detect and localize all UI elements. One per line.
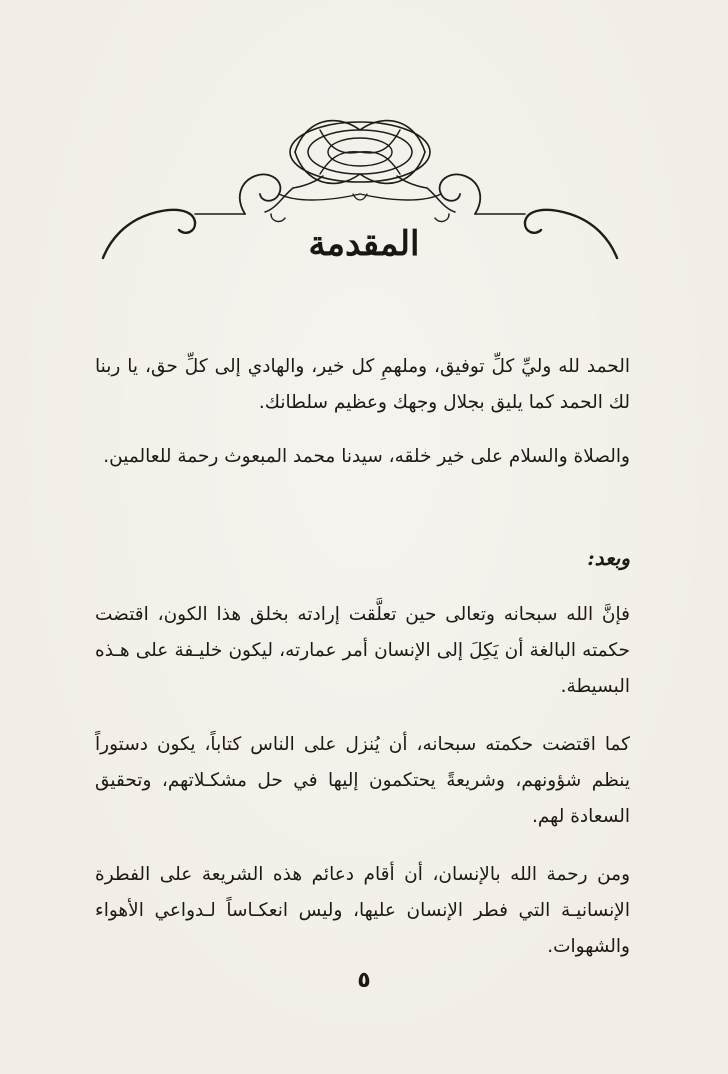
chapter-title: المقدمة (308, 224, 420, 264)
page-number: ٥ (357, 968, 371, 993)
paragraph-2: والصلاة والسلام على خير خلقه، سيدنا محمد المبعوث رحمة للعالمين. (103, 445, 630, 467)
paragraph-1: الحمد لله وليِّ كلِّ توفيق، وملهمِ كل خير، والهادي إلى كلِّ حق، يا ربنا لك الحمد كما يليق بجلال وجهك وعظيم سلطانك. (95, 355, 630, 413)
paragraph-5: كما اقتضت حكمته سبحانه، أن يُنزل على الناس كتاباً، يكون دستوراً ينظم شؤونهم، وشريعةً يحتكمون إليها في حل مشكـلاتهم، وتحقيق السعادة لهم. (95, 733, 630, 827)
paragraph-4: فإنَّ الله سبحانه وتعالى حين تعلَّقت إرادته بخلق هذا الكون، اقتضت حكمته البالغة أن يَكِلَ إلى الإنسان أمر عمارته، ليكون خليـفة على هـذه البسيطة. (95, 603, 630, 697)
paragraph-3: وبعد: (587, 546, 630, 570)
paragraph-6: ومن رحمة الله بالإنسان، أن أقام دعائم هذه الشريعة على الفطرة الإنسانيـة التي فطر الإنسان عليها، وليس انعكـاساً لـدواعي الأهواء والشهوات. (95, 863, 630, 957)
